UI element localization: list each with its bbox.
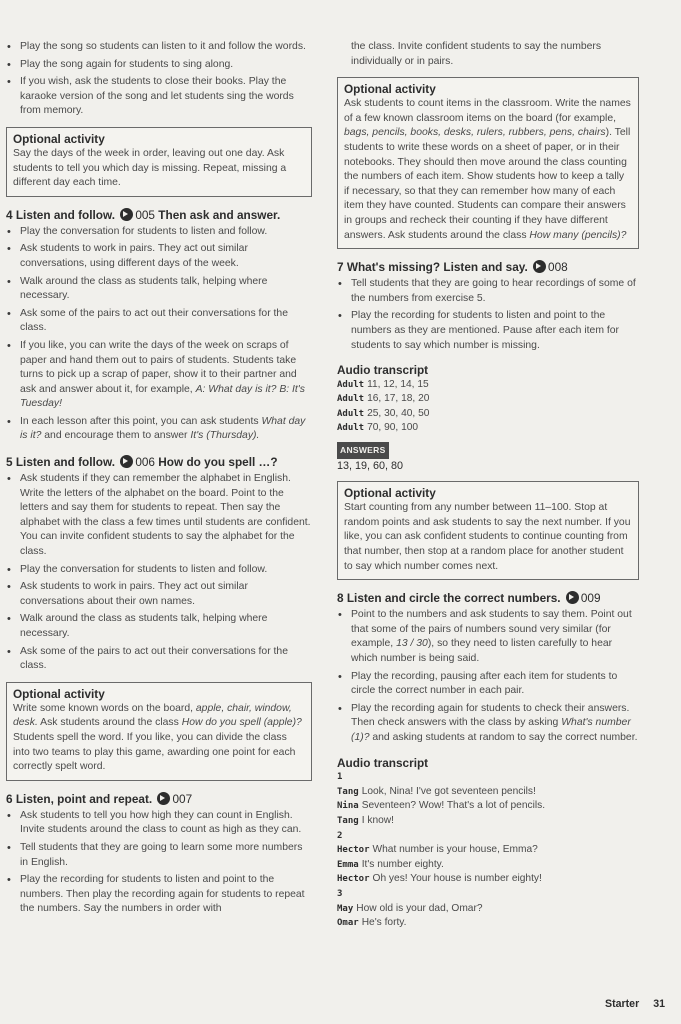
list-item: • Tell students that they are going to hear recordings of some of the numbers from exercise 5. [337, 277, 639, 306]
audio-track-icon [157, 792, 170, 805]
line-text: Seventeen? Wow! That's a lot of pencils. [361, 800, 546, 812]
box-text: Write some known words on the board, [13, 702, 193, 714]
item-example: It's (Thursday). [190, 430, 260, 442]
speaker: May [337, 903, 354, 914]
speaker: Omar [337, 918, 359, 929]
list-item: • Walk around the class as students talk, helping where necessary. [6, 612, 312, 641]
item-text: and encourage them to answer [44, 430, 188, 442]
page-number: 31 [653, 998, 665, 1010]
optional-activity-box-1 [6, 127, 312, 197]
track-number: 005 [135, 207, 155, 222]
list-item: • Play the recording, pausing after each item for students to circle the correct number in each pair. [337, 670, 639, 699]
list-item: • Walk around the class as students talk, helping where necessary. [6, 275, 312, 304]
exercise-5-list [6, 472, 312, 674]
speaker: Adult [337, 408, 365, 419]
transcript-line [337, 858, 639, 873]
dialogue-number: 1 [337, 772, 343, 783]
speaker: Hector [337, 874, 370, 885]
list-item [337, 608, 639, 666]
left-column [6, 40, 312, 920]
heading-text: 4 Listen and follow. [6, 207, 116, 222]
dialogue-number: 3 [337, 888, 343, 899]
section-name: Starter [605, 998, 640, 1010]
box-text: Start counting from any number between 11–100. Stop at random points and ask students to say the next number. If you like, you can ask confident students to continue counting from that number, then stop at a random place for another student to say which number comes next. [344, 502, 631, 572]
box-example: How many (pencils)? [529, 229, 627, 241]
box-title: Optional activity [13, 686, 105, 701]
track-number: 008 [548, 260, 568, 275]
list-item: • Tell students that they are going to learn some more numbers in English. [6, 841, 312, 870]
heading-text: Then ask and answer. [158, 207, 281, 222]
transcript-line [337, 799, 639, 814]
box-text: Students spell the word. If you like, you can divide the class into two teams to play this game, awarding one point for each correctly spelt word. [13, 731, 296, 773]
box-text: ). Tell students to write these words on a sheet of paper, or in their notebooks. They should then move around the class counting the numbers of each item. Show students how to keep a tally if necessary, so that they can remember how many of each item they have counted. Students can compare their answers in groups and recheck their counting if they have different answers. Ask students around the class [344, 127, 631, 241]
item-text: Point to the numbers and ask students to say them. Point out that some of the pairs of numbers sound very similar (for example, [351, 609, 632, 650]
speaker: Emma [337, 859, 359, 870]
optional-activity-box-3 [337, 77, 639, 249]
list-item: • Play the conversation for students to listen and follow. [6, 563, 312, 578]
item-example: 13 / 30 [396, 638, 428, 650]
list-item [6, 339, 312, 412]
transcript-line [337, 421, 639, 436]
heading-text: 5 Listen and follow. [6, 455, 116, 470]
item-text: Play the recording again for students to check their answers. Then check answers with the class by asking [351, 702, 630, 729]
list-item: • Play the recording for students to listen and point to the numbers. Then play the recording again for students to repeat the numbers. Say the numbers in order with [6, 873, 312, 917]
list-item: • Play the recording for students to listen and point to the numbers as they are mentioned. Pause after each item for students to say which number is missing. [337, 309, 639, 353]
list-item: • Play the song again for students to sing along. [6, 58, 312, 73]
transcript-line [337, 872, 639, 887]
exercise-5-heading [6, 454, 312, 470]
heading-text: How do you spell …? [158, 455, 278, 470]
box-example: bags, pencils, books, desks, rulers, rubbers, pens, chairs [344, 127, 606, 139]
continuation-text: the class. Invite confident students to say the numbers individually or in pairs. [351, 41, 602, 67]
exercise-4-list [6, 225, 312, 444]
transcript-line [337, 785, 639, 800]
dialogue-number: 2 [337, 830, 343, 841]
list-item: • Ask some of the pairs to act out their conversations for the class. [6, 645, 312, 674]
speaker: Nina [337, 801, 359, 812]
list-item: • Ask students if they can remember the alphabet in English. Write the letters of the alphabet on the board. Point to the letters and say them for students to repeat. Then say the alphabet with the class a few times until students are confident. You can invite confident students to say the alphabet for the class. [6, 472, 312, 560]
speaker: Adult [337, 394, 365, 405]
list-item: • If you wish, ask the students to close their books. Play the karaoke version of the song and let students sing the words from memory. [6, 75, 312, 119]
line-text: It's number eighty. [361, 858, 444, 870]
speaker: Adult [337, 423, 365, 434]
item-example: A: What day is it? B: It's Tuesday! [20, 383, 305, 410]
speaker: Tang [337, 786, 359, 797]
line-text: 16, 17, 18, 20 [367, 393, 430, 405]
item-text: In each lesson after this point, you can ask students [20, 415, 259, 427]
speaker: Tang [337, 815, 359, 826]
answers-values: 13, 19, 60, 80 [337, 459, 404, 472]
list-item: • Ask students to tell you how high they can count in English. Invite students around the class to count as high as they can. [6, 809, 312, 838]
transcript-line [337, 378, 639, 393]
list-item: • Ask students to work in pairs. They act out similar conversations about their own names. [6, 580, 312, 609]
audio-track-icon [533, 260, 546, 273]
exercise-8-heading [337, 590, 639, 606]
line-text: I know! [361, 814, 394, 826]
speaker: Hector [337, 845, 370, 856]
transcript-line [337, 814, 639, 829]
heading-text: 8 Listen and circle the correct numbers. [337, 591, 561, 606]
item-example: What's number (1)? [351, 717, 631, 743]
exercise-8-list [337, 608, 639, 745]
box-text: Ask students around the class [40, 717, 179, 729]
box-example: apple, chair, window, desk. [13, 702, 292, 729]
intro-list [6, 40, 312, 119]
list-item [6, 415, 312, 444]
audio-transcript-title: Audio transcript [337, 363, 429, 378]
answers-badge: ANSWERS [337, 442, 389, 459]
audio-track-icon [120, 208, 133, 221]
transcript-line [337, 392, 639, 407]
right-column [337, 40, 639, 931]
item-text: ), so they need to listen carefully to hear which number is being said. [351, 638, 613, 664]
line-text: 25, 30, 40, 50 [367, 407, 430, 419]
box-example: How do you spell (apple)? [181, 717, 302, 729]
box-title: Optional activity [344, 82, 436, 97]
line-text: 70, 90, 100 [367, 422, 419, 434]
transcript-line [337, 902, 639, 917]
track-number: 007 [172, 791, 193, 806]
track-number: 006 [135, 455, 155, 470]
list-item [337, 702, 639, 746]
audio-track-icon [120, 455, 133, 468]
heading-text: 7 What's missing? Listen and say. [337, 260, 528, 275]
line-text: 11, 12, 14, 15 [367, 378, 429, 390]
page-footer [591, 998, 665, 1010]
item-text: If you like, you can write the days of the week on scraps of paper and hand them out to pairs of students. Students take turns to pick up a scrap of paper, show it to their partner and ask and answer about it, for example, [20, 339, 297, 395]
item-text: and asking students at random to say the correct number. [372, 731, 638, 743]
box-title: Optional activity [13, 131, 105, 146]
line-text: Oh yes! Your house is number eighty! [372, 873, 542, 885]
exercise-7-list [337, 277, 639, 353]
line-text: Look, Nina! I've got seventeen pencils! [361, 785, 536, 797]
exercise-4-heading [6, 207, 312, 223]
line-text: He's forty. [361, 917, 407, 929]
box-text: Ask students to count items in the classroom. Write the names of a few known classroom items on the board (for example, [344, 98, 631, 124]
speaker: Adult [337, 379, 365, 390]
optional-activity-box-2 [6, 682, 312, 781]
exercise-6-heading [6, 791, 312, 807]
exercise-7-heading [337, 259, 639, 275]
list-item: • Play the conversation for students to listen and follow. [6, 225, 312, 240]
line-text: What number is your house, Emma? [372, 844, 538, 856]
optional-activity-box-4 [337, 481, 639, 580]
line-text: How old is your dad, Omar? [356, 902, 483, 914]
audio-transcript-title: Audio transcript [337, 755, 429, 770]
item-example: What day is it? [20, 415, 306, 442]
exercise-6-list [6, 809, 312, 917]
audio-track-icon [566, 591, 579, 604]
list-item: • Ask some of the pairs to act out their conversations for the class. [6, 307, 312, 336]
list-item: • Ask students to work in pairs. They act out similar conversations, using different days of the week. [6, 242, 312, 271]
transcript-line [337, 916, 639, 931]
transcript-line [337, 843, 639, 858]
list-item: • Play the song so students can listen to it and follow the words. [6, 40, 312, 55]
transcript-line [337, 407, 639, 422]
box-title: Optional activity [344, 486, 436, 501]
heading-text: 6 Listen, point and repeat. [6, 791, 153, 806]
box-text: Say the days of the week in order, leaving out one day. Ask students to tell you which day is missing. Repeat, missing a different day each time. [13, 147, 287, 189]
track-number: 009 [580, 591, 601, 606]
